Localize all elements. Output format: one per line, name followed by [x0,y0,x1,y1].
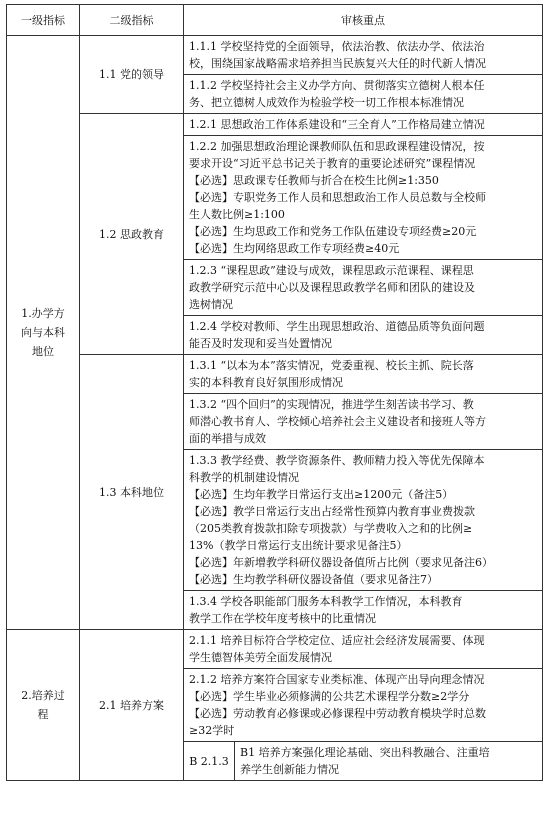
review-item [184,36,543,75]
table-row [7,630,543,669]
text-line: 13%（教学日常运行支出统计要求见备注5） [189,539,408,552]
text-line: 1.2.2 加强思想政治理论课教师队伍和思政课程建设情况，按 [189,140,485,153]
review-item [184,630,543,669]
text-line: 1.3.3 教学经费、教学资源条件、教师精力投入等优先保障本 [189,454,485,467]
text-line: 【必选】年新增教学科研仪器设备值所占比例（要求见备注6） [189,556,493,569]
table-body [7,36,543,781]
review-item [184,75,543,114]
text-line: 生人数比例≥1:100 [189,208,285,221]
review-criteria-table [6,4,543,781]
review-item [184,355,543,394]
sub-item-row [184,742,542,780]
text-line: 【必选】劳动教育必修课或必修课程中劳动教育模块学时总数 [189,707,486,720]
text-line: 【必选】专职党务工作人员和思想政治工作人员总数与全校师 [189,191,486,204]
text-line: 1.3.4 学校各职能部门服务本科教学工作情况，本科教育 [189,595,463,608]
text-line: 务、把立德树人成效作为检验学校一切工作根本标准情况 [189,96,464,109]
review-item [184,114,543,136]
sub-item-text [235,742,542,780]
text-line: 2.培养过 [21,689,65,702]
text-line: 面的举措与成效 [189,432,266,445]
text-line: ≥32学时 [189,724,235,737]
text-line: 【必选】生均教学科研仪器设备值（要求见备注7） [189,573,438,586]
text-line: 1.2.1 思想政治工作体系建设和“三全育人”工作格局建立情况 [189,118,485,131]
text-line: 养学生创新能力情况 [240,763,339,776]
text-line: 选树情况 [189,298,233,311]
text-line: 科教学的机制建设情况 [189,471,299,484]
text-line: 要求开设“习近平总书记关于教育的重要论述研究”课程情况 [189,157,476,170]
review-item [184,450,543,591]
text-line: 向与本科 [21,326,65,339]
table-row [7,114,543,136]
text-line: 地位 [32,345,54,358]
header-row [7,5,543,36]
text-line: 【必选】生均思政工作和党务工作队伍建设专项经费≥20元 [189,225,477,238]
text-line: 1.3.2 “四个回归”的实现情况，推进学生刻苦读书学习、教 [189,398,474,411]
sub-item-code: B 2.1.3 [184,742,235,780]
level2-indicator: 2.1 培养方案 [80,630,184,781]
level2-indicator: 1.3 本科地位 [80,355,184,630]
review-item [184,316,543,355]
text-line: 1.2.3 “课程思政”建设与成效，课程思政示范课程、课程思 [189,264,474,277]
text-line: 2.1.1 培养目标符合学校定位、适应社会经济发展需要、体现 [189,634,485,647]
text-line: 【必选】学生毕业必须修满的公共艺术课程学分数≥2学分 [189,690,470,703]
header-level2: 二级指标 [80,5,184,36]
text-line: 【必选】思政课专任教师与折合在校生比例≥1:350 [189,174,439,187]
text-line: 学生德智体美劳全面发展情况 [189,651,332,664]
text-line: （205类教育拨款扣除专项拨款）与学费收入之和的比例≥ [189,522,473,535]
text-line: 1.1.2 学校坚持社会主义办学方向、贯彻落实立德树人根本任 [189,79,485,92]
text-line: 2.1.2 培养方案符合国家专业类标准、体现产出导向理念情况 [189,673,485,686]
review-item [184,136,543,260]
text-line: 政教学研究示范中心以及课程思政教学名师和团队的建设及 [189,281,475,294]
text-line: 校，围绕国家战略需求培养担当民族复兴大任的时代新人情况 [189,57,486,70]
text-line: 【必选】生均网络思政工作专项经费≥40元 [189,242,400,255]
text-line: 1.2.4 学校对教师、学生出现思想政治、道德品质等负面问题 [189,320,485,333]
text-line: 程 [37,708,49,721]
review-item [184,260,543,316]
table-row [7,355,543,394]
table-row [7,36,543,75]
text-line: 1.3.1 “以本为本”落实情况，党委重视、校长主抓、院长落 [189,359,474,372]
header-level1: 一级指标 [7,5,80,36]
text-line: 1.办学方 [21,307,65,320]
text-line: 教学工作在学校年度考核中的比重情况 [189,612,376,625]
level1-indicator [7,630,80,781]
header-review-focus: 审核重点 [184,5,543,36]
text-line: 【必选】教学日常运行支出占经常性预算内教育事业费拨款 [189,505,475,518]
review-item [184,394,543,450]
text-line: 【必选】生均年教学日常运行支出≥1200元（备注5） [189,488,454,501]
level2-indicator: 1.2 思政教育 [80,114,184,355]
text-line: 能否及时发现和妥当处置情况 [189,337,332,350]
level1-indicator [7,36,80,630]
text-line: 师潜心教书育人、学校倾心培养社会主义建设者和接班人等方 [189,415,486,428]
text-line: 1.1.1 学校坚持党的全面领导，依法治教、依法办学、依法治 [189,40,485,53]
review-sub-item [184,742,543,781]
review-item [184,591,543,630]
review-item [184,669,543,742]
text-line: 实的本科教育良好氛围形成情况 [189,376,343,389]
text-line: B1 培养方案强化理论基础、突出科教融合、注重培 [240,746,490,759]
level2-indicator: 1.1 党的领导 [80,36,184,114]
